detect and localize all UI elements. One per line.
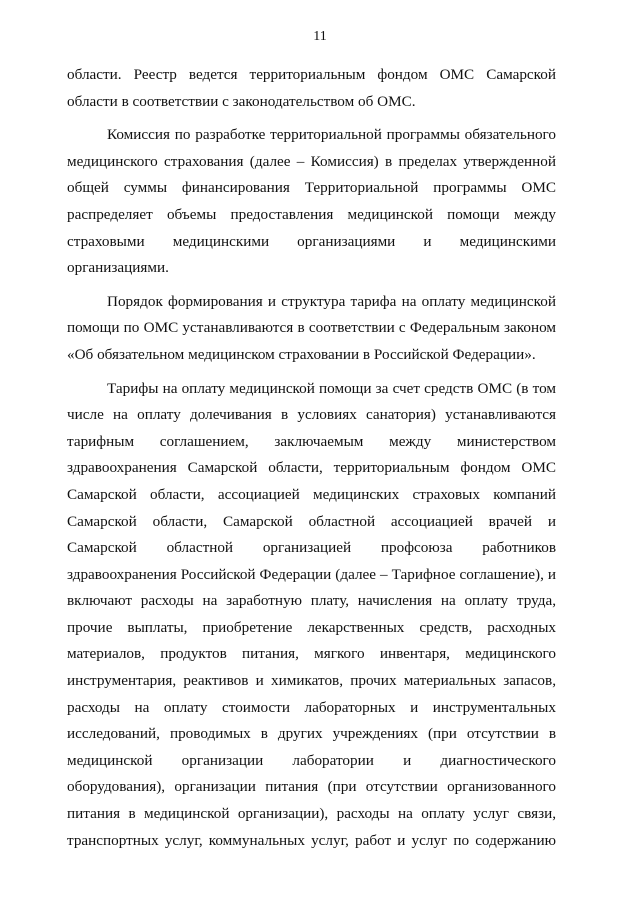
text-line: медицинской организации лаборатории и диагностического xyxy=(67,751,556,769)
text-line: организациями. xyxy=(67,259,169,277)
paragraph-commission xyxy=(67,122,556,282)
text-line: включают расходы на заработную плату, начисления на оплату труда, xyxy=(67,592,556,610)
text-line: распределяет объемы предоставления медицинской помощи между xyxy=(67,205,556,223)
text-line: Самарской областной организацией профсоюза работников xyxy=(67,539,556,557)
paragraph-tariff-structure xyxy=(67,289,556,369)
text-line: Тарифы на оплату медицинской помощи за счет средств ОМС (в том xyxy=(107,379,556,397)
text-line: исследований, проводимых в других учреждениях (при отсутствии в xyxy=(67,725,556,743)
text-line: материалов, продуктов питания, мягкого инвентаря, медицинского xyxy=(67,645,556,663)
text-line: расходы на оплату стоимости лабораторных и инструментальных xyxy=(67,698,556,716)
text-line: помощи по ОМС устанавливаются в соответствии с Федеральным законом xyxy=(67,319,556,337)
text-line: транспортных услуг, коммунальных услуг, работ и услуг по содержанию xyxy=(67,831,556,849)
text-line: питания в медицинской организации), расходы на оплату услуг связи, xyxy=(67,805,556,823)
text-line: оборудования), организации питания (при отсутствии организованного xyxy=(67,778,556,796)
text-line: общей суммы финансирования Территориальной программы ОМС xyxy=(67,179,556,197)
text-line: здравоохранения Самарской области, территориальным фондом ОМС xyxy=(67,459,556,477)
text-line: Самарской области, ассоциацией медицинских страховых компаний xyxy=(67,485,556,503)
text-line: Самарской области, Самарской областной ассоциацией врачей и xyxy=(67,512,556,530)
text-line: страховыми медицинскими организациями и медицинскими xyxy=(67,232,556,250)
text-line: тарифным соглашением, заключаемым между министерством xyxy=(67,432,556,450)
page-number: 11 xyxy=(313,29,327,44)
text-line: Комиссия по разработке территориальной программы обязательного xyxy=(107,126,556,144)
text-line: медицинского страхования (далее – Комиссия) в пределах утвержденной xyxy=(67,152,556,170)
text-line: «Об обязательном медицинском страховании в Российской Федерации». xyxy=(67,345,536,363)
text-line: области. Реестр ведется территориальным фондом ОМС Самарской xyxy=(67,66,556,83)
document-body xyxy=(67,62,556,854)
text-line: области в соответствии с законодательством об ОМС. xyxy=(67,92,416,110)
paragraph-registry xyxy=(67,62,556,115)
text-line: инструментария, реактивов и химикатов, прочих материальных запасов, xyxy=(67,672,556,690)
paragraph-tariffs xyxy=(67,376,556,855)
text-line: здравоохранения Российской Федерации (далее – Тарифное соглашение), и xyxy=(67,565,556,583)
text-line: Порядок формирования и структура тарифа на оплату медицинской xyxy=(107,292,556,310)
text-line: числе на оплату долечивания в условиях санатория) устанавливаются xyxy=(67,406,556,424)
text-line: прочие выплаты, приобретение лекарственных средств, расходных xyxy=(67,618,556,636)
